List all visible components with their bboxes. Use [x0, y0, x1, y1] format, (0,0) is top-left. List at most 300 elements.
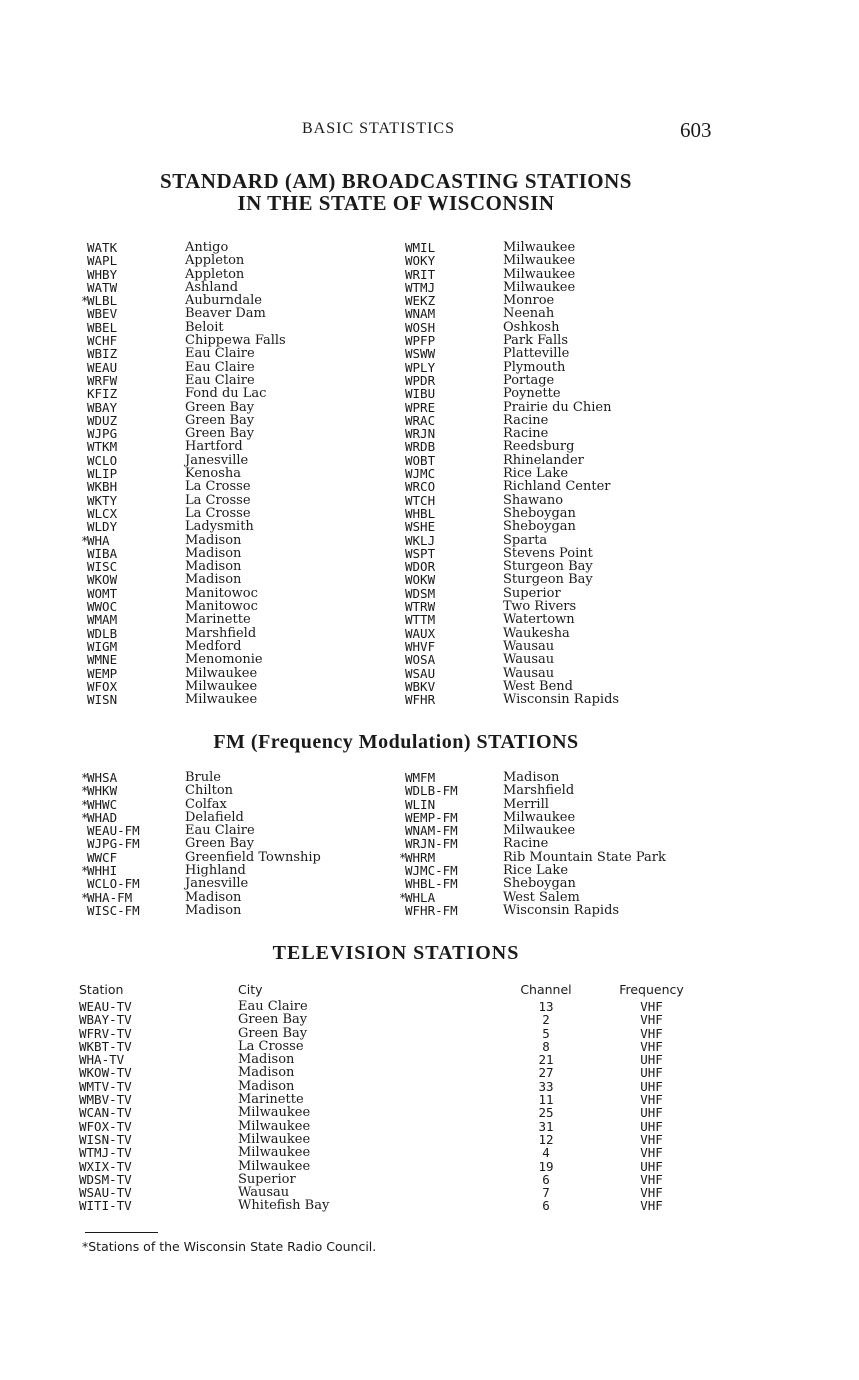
- call-sign: [405, 904, 458, 917]
- station-row: [87, 547, 387, 560]
- station-row: [87, 440, 387, 453]
- call-sign: [405, 268, 435, 281]
- tv-station-frequency: VHF: [640, 1131, 663, 1147]
- tv-station-city: La Crosse: [238, 1038, 304, 1054]
- station-row: [87, 454, 387, 467]
- call-sign-text: WOMT: [87, 585, 118, 601]
- station-city: Colfax: [185, 796, 227, 812]
- tv-station-frequency: VHF: [640, 1185, 663, 1201]
- call-sign-text: WHKW: [87, 783, 118, 799]
- call-sign: [399, 889, 436, 905]
- call-sign: [405, 241, 435, 254]
- call-sign-text: WATK: [87, 240, 118, 255]
- call-sign-text: WMAM: [87, 612, 118, 628]
- station-row: [87, 627, 387, 640]
- station-city: Superior: [503, 585, 561, 601]
- call-sign: [87, 374, 117, 387]
- station-row: [87, 347, 387, 360]
- station-row: [405, 414, 705, 427]
- call-sign: [87, 427, 117, 440]
- call-sign-text: WHA-FM: [87, 889, 133, 905]
- station-row: [405, 401, 705, 414]
- station-city: Wisconsin Rapids: [503, 692, 620, 708]
- station-city: Racine: [503, 426, 549, 442]
- call-sign: [405, 467, 435, 480]
- call-sign: [87, 640, 117, 653]
- station-city: Sparta: [503, 532, 548, 548]
- call-sign: [405, 507, 435, 520]
- station-city: Prairie du Chien: [503, 399, 612, 415]
- station-city: Park Falls: [503, 333, 569, 349]
- call-sign: [405, 667, 435, 680]
- radio-council-marker: *: [81, 293, 89, 309]
- running-head-title: BASIC STATISTICS: [302, 120, 455, 137]
- call-sign-text: WRJN-FM: [405, 836, 458, 852]
- station-city: Fond du Lac: [185, 386, 267, 402]
- tv-station-call: WFOX-TV: [79, 1118, 132, 1134]
- station-row: [405, 798, 715, 811]
- fm-section-heading: FM (Frequency Modulation) STATIONS: [213, 731, 579, 753]
- call-sign-text: WHVF: [405, 638, 436, 654]
- call-sign-text: WIBA: [87, 545, 118, 561]
- tv-station-channel: 33: [538, 1078, 554, 1094]
- station-row: [405, 573, 705, 586]
- call-sign: [87, 480, 117, 493]
- station-city: Plymouth: [503, 359, 566, 375]
- am-section-heading: [0, 170, 792, 214]
- tv-station-frequency: UHF: [640, 1078, 663, 1094]
- station-row: [405, 547, 705, 560]
- tv-station-city: Marinette: [238, 1092, 304, 1108]
- station-city: Watertown: [503, 612, 575, 628]
- station-city: Wausau: [503, 652, 555, 668]
- station-city: Madison: [503, 770, 560, 785]
- station-row: [405, 877, 715, 890]
- tv-station-frequency: UHF: [640, 1118, 663, 1134]
- station-row: [405, 904, 715, 917]
- station-row: [81, 889, 387, 905]
- call-sign: [405, 374, 435, 387]
- station-city: Marinette: [185, 612, 251, 628]
- call-sign-text: WBKV: [405, 678, 436, 694]
- call-sign: [405, 361, 435, 374]
- tv-station-frequency: VHF: [640, 1171, 663, 1187]
- call-sign-text: WWCF: [87, 849, 118, 865]
- station-city: Milwaukee: [185, 665, 258, 681]
- tv-station-call: WDSM-TV: [79, 1171, 132, 1187]
- station-city: Shawano: [503, 492, 564, 508]
- station-row: [87, 573, 387, 586]
- call-sign: [87, 440, 117, 453]
- station-row: [87, 560, 387, 573]
- tv-station-call: WMTV-TV: [79, 1078, 132, 1094]
- station-city: Ashland: [185, 279, 239, 295]
- tv-station-call: WHA-TV: [79, 1052, 125, 1068]
- table-row: [79, 1080, 699, 1093]
- call-sign: [405, 414, 435, 427]
- station-row: [399, 849, 715, 865]
- call-sign-text: WPFP: [405, 333, 436, 349]
- call-sign-text: WISN: [87, 692, 118, 708]
- call-sign-text: WEAU: [87, 359, 118, 375]
- tv-station-frequency: UHF: [640, 1105, 663, 1121]
- station-row: [405, 560, 705, 573]
- call-sign-text: WBIZ: [87, 346, 118, 362]
- call-sign-text: WSPT: [405, 545, 436, 561]
- call-sign-text: WRDB: [405, 439, 436, 455]
- call-sign: [405, 798, 435, 811]
- station-row: [87, 667, 387, 680]
- station-row: [405, 771, 715, 784]
- tv-station-call: WKBT-TV: [79, 1038, 132, 1054]
- station-row: [405, 347, 705, 360]
- call-sign: [405, 627, 435, 640]
- call-sign-text: WFOX: [87, 678, 118, 694]
- tv-table-body: [79, 1000, 699, 1213]
- station-city: Sheboygan: [503, 505, 576, 521]
- call-sign: [405, 587, 435, 600]
- call-sign: [81, 863, 118, 879]
- station-city: Milwaukee: [503, 809, 576, 825]
- call-sign-text: WJPG: [87, 426, 118, 442]
- station-city: Reedsburg: [503, 439, 575, 455]
- call-sign-text: WPRE: [405, 399, 436, 415]
- call-sign: [87, 837, 140, 850]
- station-city: Milwaukee: [503, 279, 576, 295]
- station-row: [405, 864, 715, 877]
- call-sign: [81, 770, 118, 785]
- call-sign: [87, 494, 117, 507]
- call-sign-text: WIGM: [87, 638, 118, 654]
- tv-station-city: Green Bay: [238, 1025, 308, 1041]
- call-sign-text: WFHR-FM: [405, 902, 458, 918]
- station-row: [405, 254, 705, 267]
- call-sign-text: WJPG-FM: [87, 836, 140, 852]
- tv-station-channel: 5: [542, 1025, 550, 1041]
- call-sign-text: WDLB: [87, 625, 118, 641]
- call-sign-text: WTCH: [405, 492, 436, 508]
- am-station-list-left: [81, 240, 387, 708]
- station-city: Manitowoc: [185, 599, 258, 615]
- call-sign-text: WBEL: [87, 319, 118, 335]
- table-row: [79, 1027, 699, 1040]
- station-row: [405, 667, 705, 680]
- call-sign-text: WATW: [87, 279, 118, 295]
- call-sign-text: WEKZ: [405, 293, 436, 309]
- station-row: [81, 783, 387, 799]
- call-sign-text: WEMP: [87, 665, 118, 681]
- station-row: [405, 520, 705, 533]
- station-row: [405, 600, 705, 613]
- station-city: Green Bay: [185, 399, 255, 415]
- call-sign: [87, 904, 140, 917]
- station-row: [405, 241, 705, 254]
- call-sign: [81, 796, 118, 812]
- station-row: [87, 241, 387, 254]
- station-city: Sturgeon Bay: [503, 572, 593, 588]
- station-row: [405, 653, 705, 666]
- call-sign-text: WOKW: [405, 572, 436, 588]
- tv-station-table: [79, 982, 699, 1213]
- station-row: [81, 770, 387, 785]
- tv-station-city: Madison: [238, 1065, 295, 1081]
- station-row: [87, 640, 387, 653]
- table-row: [79, 1053, 699, 1066]
- call-sign: [405, 334, 435, 347]
- call-sign: [87, 334, 117, 347]
- tv-station-city: Milwaukee: [238, 1145, 311, 1161]
- tv-station-city: Superior: [238, 1171, 296, 1187]
- tv-station-call: WEAU-TV: [79, 999, 132, 1014]
- tv-station-call: WCAN-TV: [79, 1105, 132, 1121]
- table-row: [79, 1093, 699, 1106]
- call-sign-text: WMNE: [87, 652, 118, 668]
- station-city: Poynette: [503, 386, 561, 402]
- station-city: Madison: [185, 532, 242, 548]
- radio-council-marker: *: [81, 796, 89, 812]
- tv-station-call: WBAY-TV: [79, 1012, 132, 1028]
- call-sign: [405, 307, 435, 320]
- station-row: [87, 680, 387, 693]
- call-sign-text: WNAM: [405, 306, 436, 322]
- call-sign-text: WHHI: [87, 863, 118, 879]
- station-row: [405, 480, 705, 493]
- station-row: [87, 507, 387, 520]
- tv-station-channel: 11: [538, 1092, 554, 1108]
- call-sign-text: WOBT: [405, 452, 436, 468]
- tv-station-frequency: UHF: [640, 1052, 663, 1068]
- station-row: [405, 507, 705, 520]
- station-city: Platteville: [503, 346, 570, 362]
- radio-council-marker: *: [81, 783, 89, 799]
- call-sign: [87, 627, 117, 640]
- station-city: Neenah: [503, 306, 555, 322]
- tv-station-channel: 4: [542, 1145, 550, 1161]
- call-sign-text: WWOC: [87, 599, 118, 615]
- tv-station-city: Madison: [238, 1078, 295, 1094]
- footnote: *Stations of the Wisconsin State Radio Council.: [82, 1239, 377, 1254]
- station-row: [87, 824, 387, 837]
- table-row: [79, 1066, 699, 1079]
- call-sign-text: WLDY: [87, 519, 118, 535]
- call-sign: [405, 771, 435, 784]
- station-row: [87, 600, 387, 613]
- tv-station-frequency: UHF: [640, 1158, 663, 1174]
- call-sign: [405, 520, 435, 533]
- call-sign-text: WHBL-FM: [405, 876, 458, 892]
- station-row: [405, 427, 705, 440]
- call-sign-text: WTRW: [405, 599, 436, 615]
- call-sign: [405, 294, 435, 307]
- call-sign-text: WDOR: [405, 559, 436, 575]
- call-sign-text: WIBU: [405, 386, 436, 402]
- call-sign-text: WHSA: [87, 770, 118, 785]
- call-sign-text: WRAC: [405, 412, 436, 428]
- station-row: [87, 307, 387, 320]
- station-city: Auburndale: [185, 293, 262, 309]
- radio-council-marker: *: [81, 863, 89, 879]
- radio-council-marker: *: [399, 849, 407, 865]
- call-sign: [405, 864, 458, 877]
- call-sign: [405, 494, 435, 507]
- tv-station-city: Milwaukee: [238, 1105, 311, 1121]
- call-sign-text: WDLB-FM: [405, 783, 458, 799]
- call-sign: [81, 809, 118, 825]
- call-sign: [405, 877, 458, 890]
- radio-council-marker: *: [81, 809, 89, 825]
- page-number: 603: [680, 118, 712, 142]
- station-row: [405, 294, 705, 307]
- station-row: [87, 401, 387, 414]
- call-sign-text: WHWC: [87, 796, 118, 812]
- call-sign: [405, 837, 458, 850]
- call-sign: [405, 573, 435, 586]
- call-sign-text: WLBL: [87, 293, 118, 309]
- call-sign: [405, 480, 435, 493]
- call-sign-text: WKBH: [87, 479, 118, 495]
- tv-station-call: WITI-TV: [79, 1198, 132, 1214]
- call-sign: [87, 824, 140, 837]
- station-row: [81, 809, 387, 825]
- station-city: Madison: [185, 545, 242, 561]
- call-sign-text: WBAY: [87, 399, 118, 415]
- call-sign: [87, 254, 117, 267]
- tv-station-frequency: UHF: [640, 1065, 663, 1081]
- station-city: Milwaukee: [503, 266, 576, 282]
- call-sign: [87, 693, 117, 706]
- tv-station-call: WISN-TV: [79, 1131, 132, 1147]
- table-row: [79, 1173, 699, 1186]
- call-sign-text: WCLO-FM: [87, 876, 140, 892]
- call-sign: [87, 573, 117, 586]
- call-sign-text: WJMC-FM: [405, 863, 458, 879]
- table-row: [79, 1106, 699, 1119]
- station-row: [87, 387, 387, 400]
- station-row: [87, 321, 387, 334]
- fm-station-list-left: [81, 770, 387, 918]
- tv-station-call: WXIX-TV: [79, 1158, 132, 1174]
- tv-station-city: Green Bay: [238, 1012, 308, 1028]
- station-row: [405, 640, 705, 653]
- station-city: Janesville: [185, 876, 249, 892]
- station-row: [81, 863, 387, 879]
- station-row: [87, 427, 387, 440]
- call-sign: [87, 401, 117, 414]
- station-city: Madison: [185, 572, 242, 588]
- station-city: Green Bay: [185, 426, 255, 442]
- call-sign: [405, 547, 435, 560]
- station-city: Monroe: [503, 293, 555, 309]
- call-sign-text: WRCO: [405, 479, 436, 495]
- station-city: Wausau: [503, 665, 555, 681]
- station-city: Eau Claire: [185, 359, 255, 375]
- call-sign: [87, 281, 117, 294]
- tv-station-channel: 27: [538, 1065, 554, 1081]
- call-sign: [87, 547, 117, 560]
- table-row: [79, 1013, 699, 1026]
- call-sign-text: WFHR: [405, 692, 436, 708]
- call-sign-text: WEMP-FM: [405, 809, 458, 825]
- tv-station-frequency: VHF: [640, 1145, 663, 1161]
- footnote-rule: [85, 1232, 158, 1233]
- call-sign-text: WOSH: [405, 319, 436, 335]
- call-sign-text: WHRM: [405, 849, 436, 865]
- station-row: [405, 784, 715, 797]
- station-row: [87, 653, 387, 666]
- station-row: [405, 494, 705, 507]
- table-row: [79, 1146, 699, 1159]
- station-city: Kenosha: [185, 466, 242, 482]
- tv-column-header-frequency: Frequency: [619, 982, 684, 997]
- station-row: [87, 494, 387, 507]
- station-city: Racine: [503, 412, 549, 428]
- station-city: Merrill: [503, 796, 549, 812]
- station-city: Eau Claire: [185, 823, 255, 839]
- station-city: Appleton: [185, 266, 245, 282]
- station-row: [405, 321, 705, 334]
- station-row: [87, 480, 387, 493]
- call-sign-text: WISC: [87, 559, 118, 575]
- station-row: [87, 851, 387, 864]
- tv-station-call: WKOW-TV: [79, 1065, 132, 1081]
- tv-station-channel: 12: [538, 1131, 554, 1147]
- station-row: [405, 693, 705, 706]
- call-sign-text: WJMC: [405, 466, 436, 482]
- call-sign: [405, 640, 435, 653]
- tv-station-frequency: VHF: [640, 1198, 663, 1214]
- station-row: [87, 520, 387, 533]
- station-city: Sheboygan: [503, 519, 576, 535]
- call-sign: [87, 321, 117, 334]
- station-row: [87, 281, 387, 294]
- call-sign-text: WKTY: [87, 492, 118, 508]
- tv-station-channel: 13: [538, 999, 554, 1014]
- station-city: Madison: [185, 889, 242, 905]
- station-city: La Crosse: [185, 505, 251, 521]
- tv-column-header-channel: Channel: [520, 982, 572, 997]
- station-row: [405, 374, 705, 387]
- station-row: [405, 837, 715, 850]
- tv-station-channel: 21: [538, 1052, 554, 1068]
- call-sign-text: WTTM: [405, 612, 436, 628]
- station-row: [405, 587, 705, 600]
- tv-column-header-station: Station: [79, 982, 124, 997]
- station-city: Rhinelander: [503, 452, 584, 468]
- station-city: West Salem: [503, 889, 580, 905]
- station-city: Marshfield: [503, 783, 575, 799]
- station-row: [87, 467, 387, 480]
- tv-station-city: Eau Claire: [238, 999, 308, 1014]
- call-sign-text: WDUZ: [87, 412, 118, 428]
- call-sign-text: WPDR: [405, 372, 436, 388]
- station-city: Green Bay: [185, 412, 255, 428]
- station-city: Two Rivers: [503, 599, 577, 615]
- call-sign: [87, 347, 117, 360]
- call-sign: [405, 347, 435, 360]
- call-sign: [87, 241, 117, 254]
- station-city: Ladysmith: [185, 519, 254, 535]
- call-sign: [87, 520, 117, 533]
- station-city: Eau Claire: [185, 346, 255, 362]
- call-sign-text: WDSM: [405, 585, 436, 601]
- station-row: [87, 587, 387, 600]
- station-city: Richland Center: [503, 479, 611, 495]
- call-sign: [405, 824, 458, 837]
- call-sign: [405, 560, 435, 573]
- call-sign-text: WHBL: [405, 505, 436, 521]
- station-row: [399, 889, 715, 905]
- station-row: [405, 811, 715, 824]
